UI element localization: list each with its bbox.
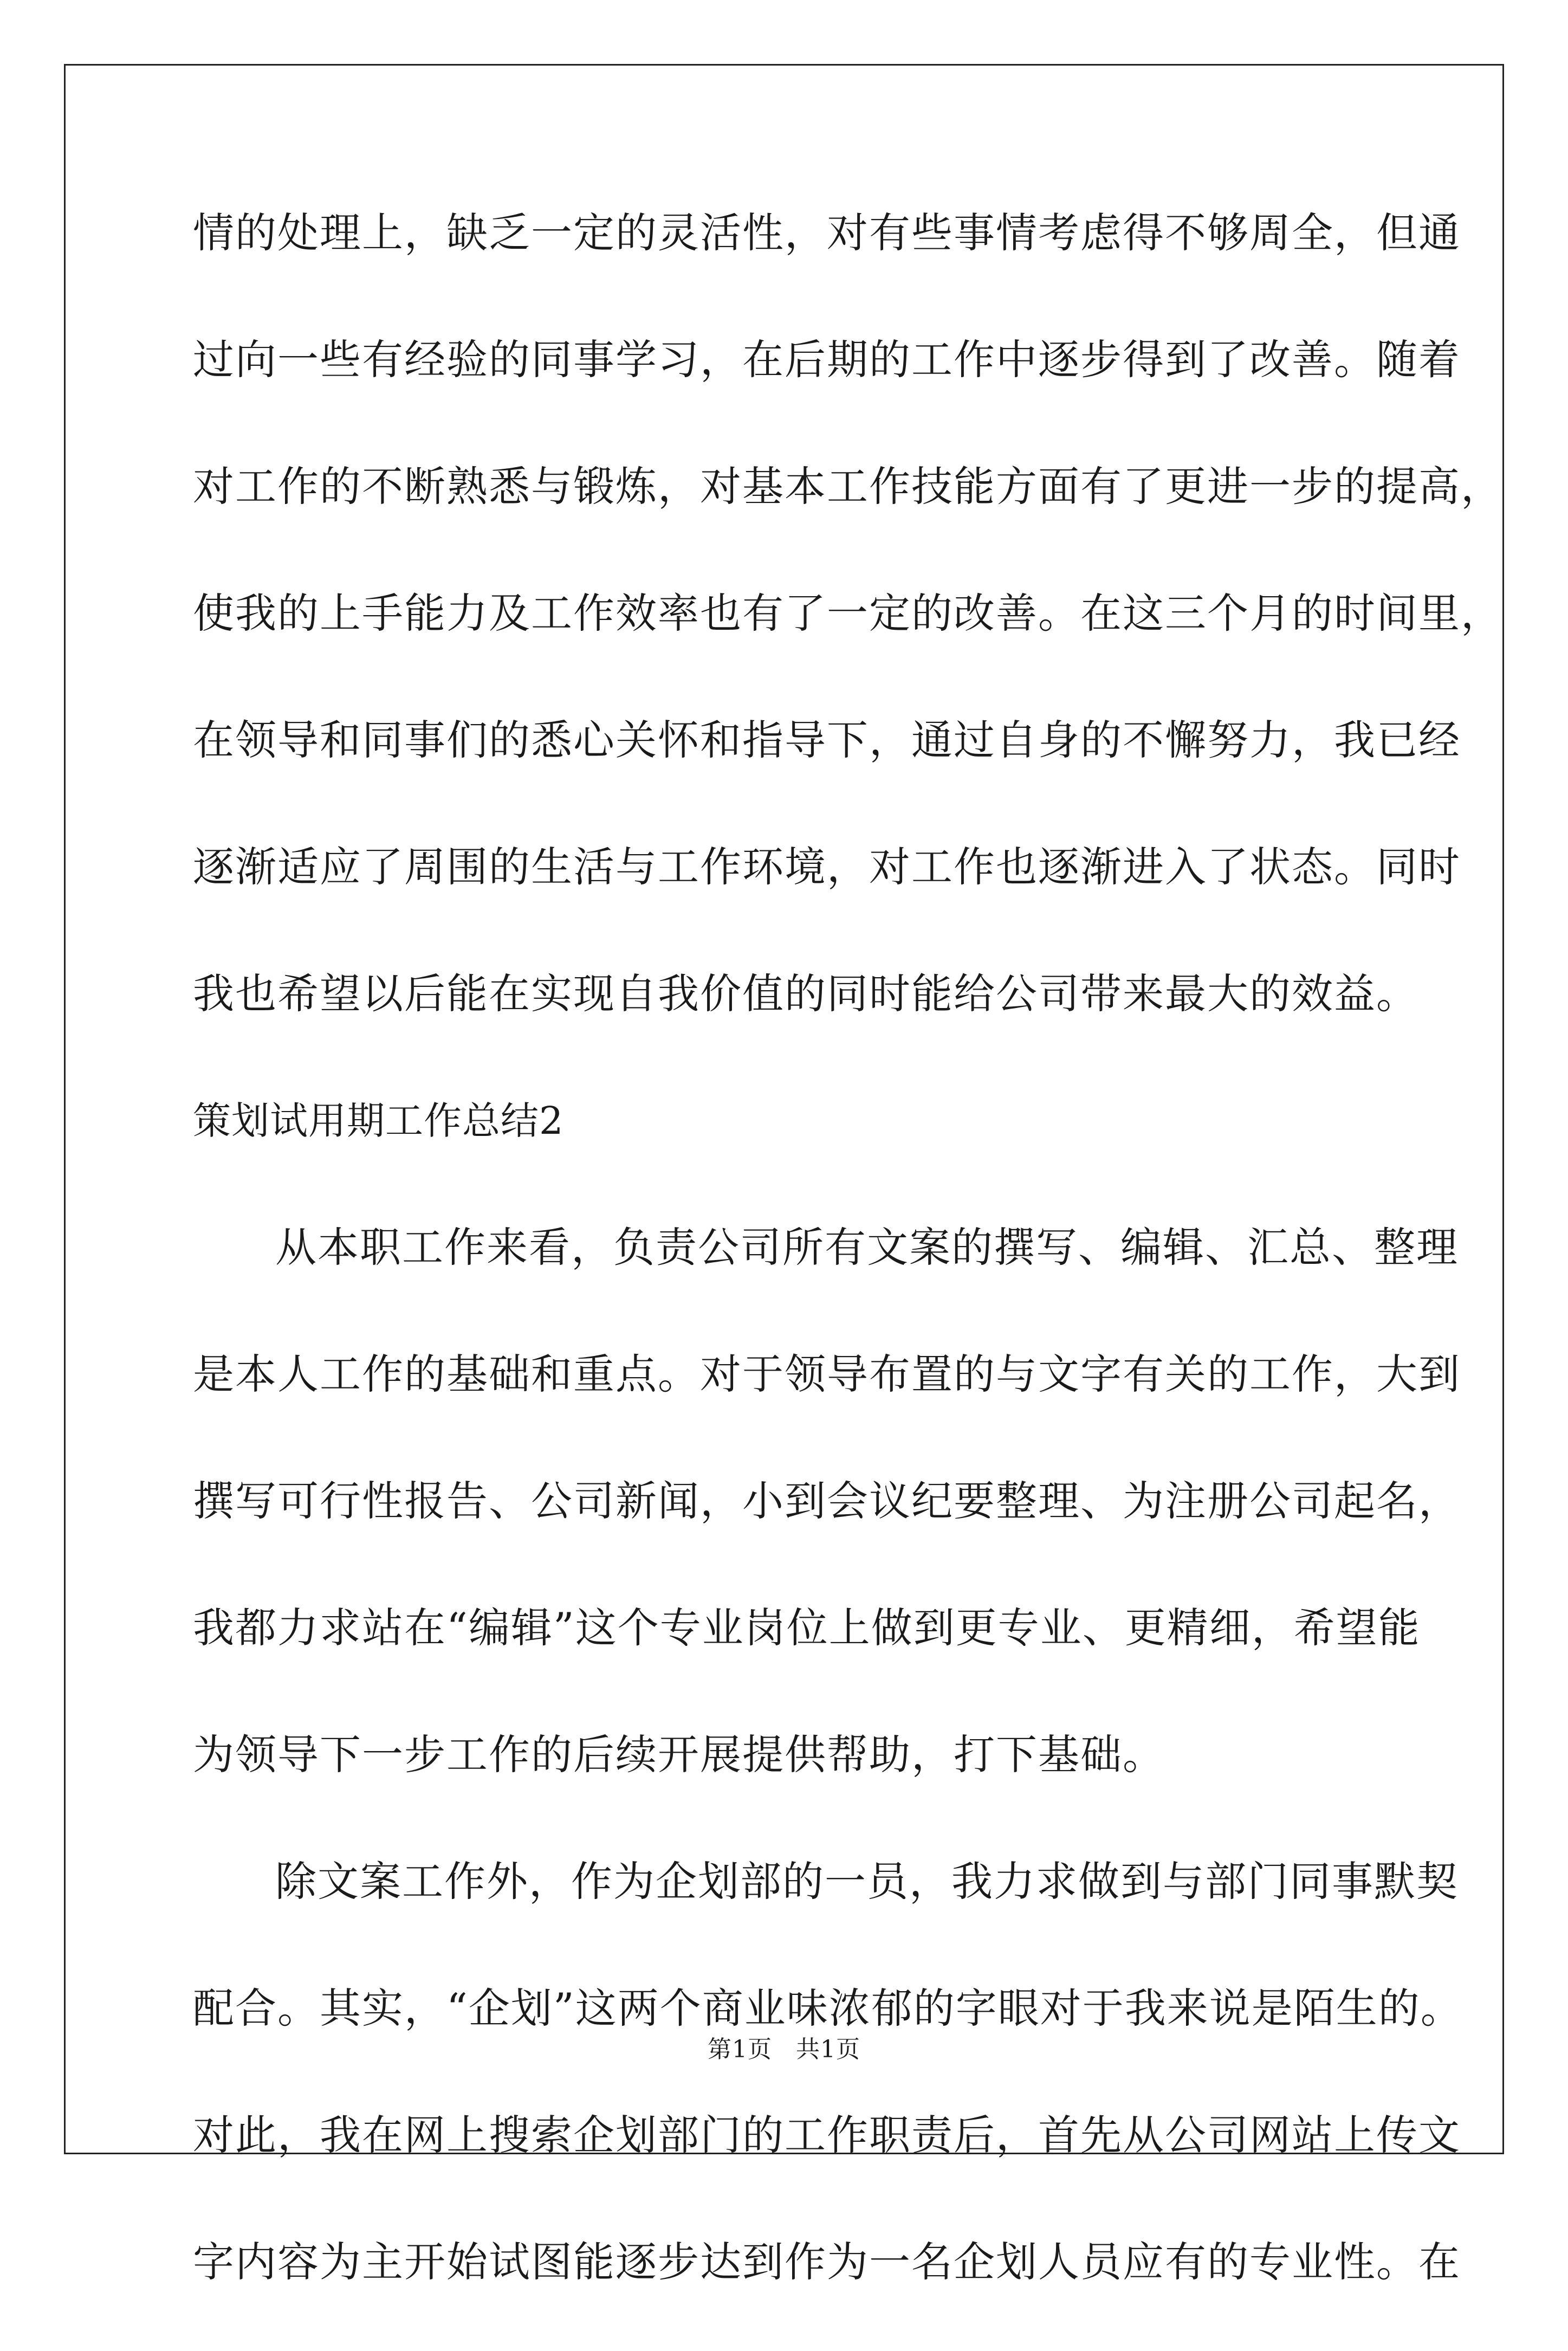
text-line: 字内容为主开始试图能逐步达到作为一名企划人员应有的专业性。在 (193, 2238, 1461, 2286)
text-line: 撰写可行性报告、公司新闻，小到会议纪要整理、为注册公司起名， (193, 1477, 1461, 1525)
section-heading: 策划试用期工作总结2 (193, 1099, 564, 1143)
text-line: 逐渐适应了周围的生活与工作环境，对工作也逐渐进入了状态。同时 (193, 843, 1461, 891)
text-line: 对工作的不断熟悉与锻炼，对基本工作技能方面有了更进一步的提高， (193, 462, 1503, 511)
page-total: 共1页 (796, 2036, 860, 2063)
text-line: 是本人工作的基础和重点。对于领导布置的与文字有关的工作，大到 (193, 1350, 1461, 1398)
text-line: 过向一些有经验的同事学习，在后期的工作中逐步得到了改善。随着 (193, 335, 1461, 384)
page-footer (0, 2033, 1568, 2066)
text-line: 配合。其实，“企划”这两个商业味浓郁的字眼对于我来说是陌生的。 (193, 1984, 1463, 2032)
text-line: 我也希望以后能在实现自我价值的同时能给公司带来最大的效益。 (193, 970, 1418, 1018)
text-line: 从本职工作来看，负责公司所有文案的撰写、编辑、汇总、整理 (275, 1223, 1459, 1271)
text-line: 情的处理上，缺乏一定的灵活性，对有些事情考虑得不够周全，但通 (193, 209, 1461, 257)
text-line: 我都力求站在“编辑”这个专业岗位上做到更专业、更精细，希望能 (193, 1604, 1421, 1652)
text-line: 为领导下一步工作的后续开展提供帮助，打下基础。 (193, 1730, 1165, 1779)
text-line: 除文案工作外，作为企划部的一员，我力求做到与部门同事默契 (275, 1857, 1459, 1906)
text-line: 在领导和同事们的悉心关怀和指导下，通过自身的不懈努力，我已经 (193, 716, 1461, 764)
text-line: 对此，我在网上搜索企划部门的工作职责后，首先从公司网站上传文 (193, 2111, 1461, 2159)
document-body (193, 195, 1503, 2351)
page-number: 第1页 (708, 2036, 772, 2063)
text-line: 使我的上手能力及工作效率也有了一定的改善。在这三个月的时间里， (193, 589, 1503, 637)
